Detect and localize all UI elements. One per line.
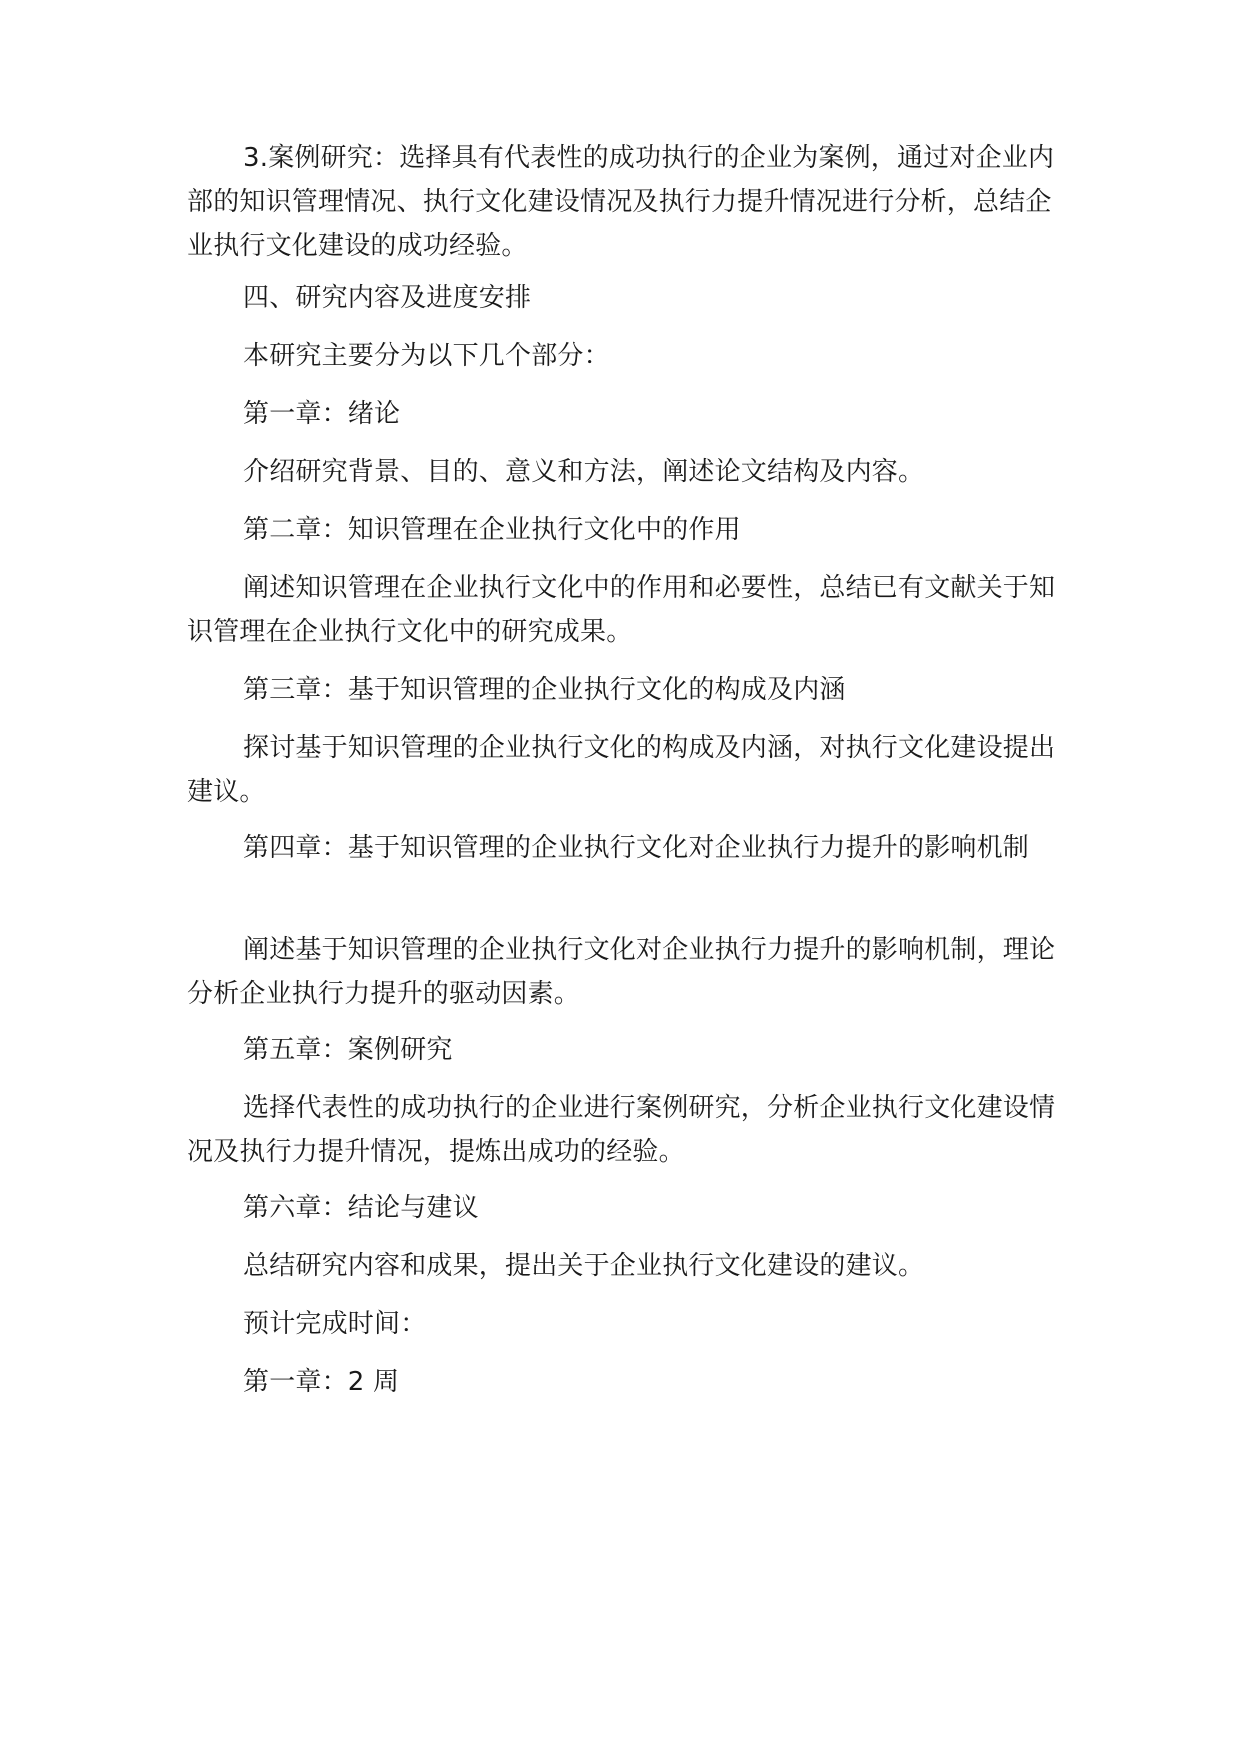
chapter-6-description: 总结研究内容和成果，提出关于企业执行文化建设的建议。 [243,1251,925,1281]
chapter-2-title: 第二章：知识管理在企业执行文化中的作用 [243,515,741,545]
chapter-5-description: 选择代表性的成功执行的企业进行案例研究，分析企业执行文化建设情况及执行力提升情况，提炼出成功的经验。 [187,1093,1056,1167]
chapter-1-description: 介绍研究背景、目的、意义和方法，阐述论文结构及内容。 [243,457,925,487]
section-heading-research-content: 四、研究内容及进度安排 [243,283,532,313]
chapter-4-description: 阐述基于知识管理的企业执行文化对企业执行力提升的影响机制，理论分析企业执行力提升的驱动因素。 [187,935,1056,1009]
paragraph-intro-parts: 本研究主要分为以下几个部分： [243,341,610,371]
chapter-1-title: 第一章：绪论 [243,399,401,429]
schedule-chapter-1: 第一章：2 周 [243,1367,400,1397]
chapter-3-title: 第三章：基于知识管理的企业执行文化的构成及内涵 [243,675,846,705]
chapter-5-title: 第五章：案例研究 [243,1035,453,1065]
chapter-2-description: 阐述知识管理在企业执行文化中的作用和必要性，总结已有文献关于知识管理在企业执行文化中的研究成果。 [187,573,1056,647]
chapter-3-description: 探讨基于知识管理的企业执行文化的构成及内涵，对执行文化建设提出建议。 [187,733,1056,807]
paragraph-case-study-method: 3.案例研究：选择具有代表性的成功执行的企业为案例，通过对企业内部的知识管理情况、执行文化建设情况及执行力提升情况进行分析，总结企业执行文化建设的成功经验。 [187,143,1055,261]
chapter-4-title: 第四章：基于知识管理的企业执行文化对企业执行力提升的影响机制 [243,833,1030,863]
schedule-heading: 预计完成时间： [243,1309,427,1339]
chapter-6-title: 第六章：结论与建议 [243,1193,479,1223]
